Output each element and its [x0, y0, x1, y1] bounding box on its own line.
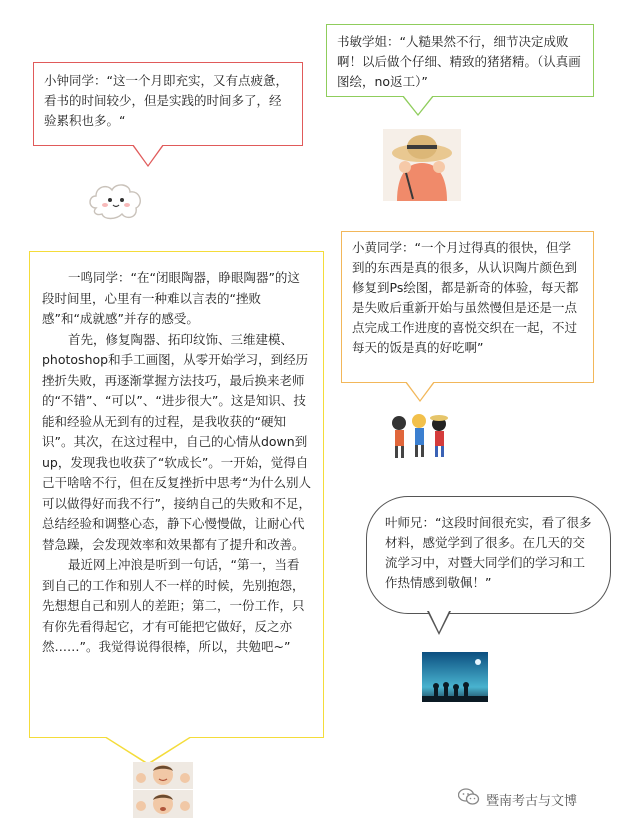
bubble-tail-fill-xiaohuang — [406, 381, 434, 400]
night-sky-silhouette-image — [422, 652, 488, 702]
comment-text-shumin: 书敏学姐：“人糙果然不行，细节决定成败啊！以后做个仔细、精致的猪猪精。（认真画图绘，no返工）” — [337, 34, 581, 89]
straw-hat-girl-image — [383, 129, 461, 201]
comment-text-xiaozhong: 小钟同学：“这一个月即充实，又有点疲惫，看书的时间较少，但是实践的时间多了，经验累积也多。“ — [44, 73, 288, 128]
bubble-tail-fill-shumin — [403, 95, 433, 114]
comment-text-yiming-p1: 一鸣同学：“在“闭眼陶器，睁眼陶器”的这段时间里，心里有一种难以言表的“挫败感”和“成就感”并存的感受。 — [42, 270, 300, 326]
brand-watermark — [458, 788, 577, 810]
comment-bubble-yiming — [29, 251, 324, 738]
wechat-icon — [458, 788, 480, 810]
cloud-face-icon — [86, 178, 146, 222]
baby-photo-image — [133, 762, 193, 818]
brand-name: 暨南考古与文博 — [486, 793, 578, 809]
cartoon-kids-image — [385, 407, 455, 463]
comment-text-ye: 叶师兄：“这段时间很充实，看了很多材料，感觉学到了很多。在几天的交流学习中，对暨大同学们的学习和工作热情感到敬佩！” — [385, 515, 592, 590]
bubble-tail-fill-xiaozhong — [133, 144, 163, 165]
bubble-tail-fill-ye — [428, 609, 450, 632]
comment-bubble-ye — [366, 496, 611, 614]
bubble-tail-fill-yiming — [105, 736, 191, 763]
comment-text-yiming-p3: 最近网上冲浪是听到一句话，“第一，当看到自己的工作和别人不一样的时候，先别抱怨，先想想自己和别人的差距；第二，一份工作，只有你先看得起它，才有可能把它做好，反之亦然……”。我觉得说得很棒，所以，共勉吧~” — [42, 557, 305, 654]
comment-bubble-shumin — [326, 24, 594, 97]
comment-text-xiaohuang: 小黄同学：“一个月过得真的很快，但学到的东西是真的很多，从认识陶片颜色到修复到Ps绘图，都是新奇的体验，每天都是失败后重新开始与虽然慢但是还是一点点完成工作进度的喜悦交织在一起，不过每天的饭是真的好吃啊” — [352, 240, 579, 355]
comment-bubble-xiaohuang — [341, 231, 594, 383]
comment-bubble-xiaozhong — [33, 62, 303, 146]
comment-text-yiming-p2: 首先，修复陶器、拓印纹饰、三维建模、photoshop和手工画图，从零开始学习，到经历挫折失败，再逐渐掌握方法技巧，最后换来老师的“不错”、“可以”、“进步很大”。这是知识、技能和经验从无到有的过程，是我收获的“硬知识”。其次，在这过程中，自己的心情从down到up，发现我也收获了“软成长”。一开始，觉得自己干啥啥不行，但在反复挫折中思考“为什么别人可以做得好而我不行”，接纳自己的失败和不足，总结经验和调整心态，静下心慢慢做，让耐心代替急躁，会发现效率和效果都有了提升和改善。 — [42, 331, 311, 552]
